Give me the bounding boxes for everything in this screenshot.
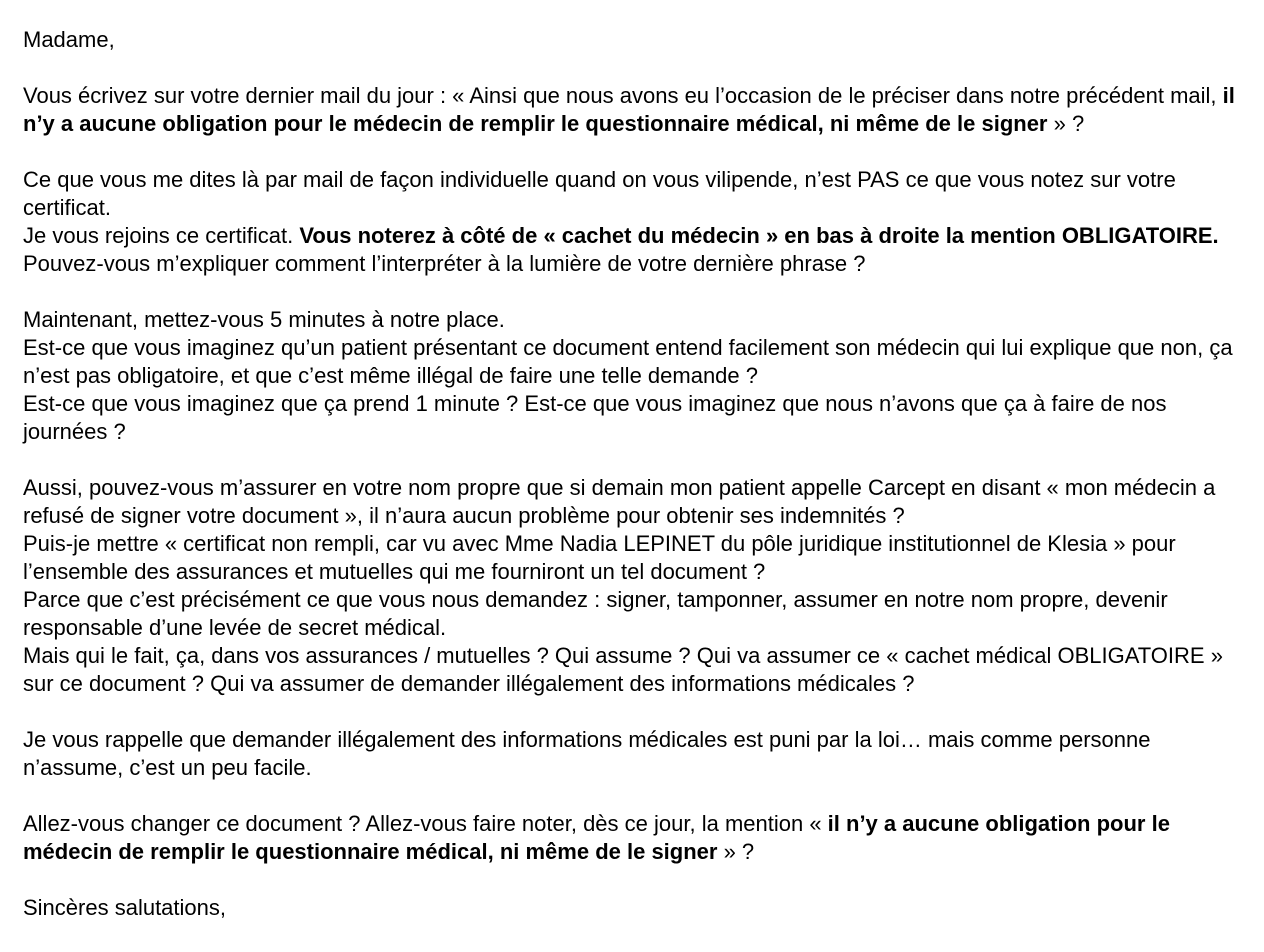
p2-bold-mention: Vous noterez à côté de « cachet du médecin » en bas à droite la mention OBLIGATOIRE.: [299, 223, 1219, 248]
p2-line-2: [23, 222, 1238, 278]
closing: [23, 894, 1238, 922]
paragraph-certificate: [23, 166, 1238, 278]
letter-body: [23, 26, 1238, 950]
paragraph-change-request: [23, 810, 1238, 866]
salutation: [23, 26, 1238, 54]
p4-line-2: Puis-je mettre « certificat non rempli, car vu avec Mme Nadia LEPINET du pôle juridique institutionnel de Klesia » pour l’ensemble des assurances et mutuelles qui me fourniront un tel document ?: [23, 531, 1176, 584]
p2-line-2-start: Je vous rejoins ce certificat.: [23, 223, 300, 248]
p1-text-end: » ?: [1047, 111, 1085, 136]
p3-line-1: Maintenant, mettez-vous 5 minutes à notre place.: [23, 307, 505, 332]
paragraph-quote-previous-mail: [23, 82, 1238, 138]
p5-line-1: Je vous rappelle que demander illégalement des informations médicales est puni par la loi… mais comme personne n’assume, c’est un peu facile.: [23, 727, 1151, 780]
p1-text-start: Vous écrivez sur votre dernier mail du jour : « Ainsi que nous avons eu l’occasion de le préciser dans notre précédent mail,: [23, 83, 1223, 108]
p4-line-1: Aussi, pouvez-vous m’assurer en votre nom propre que si demain mon patient appelle Carcept en disant « mon médecin a refusé de signer votre document », il n’aura aucun problème pour obtenir ses indemnités ?: [23, 475, 1216, 528]
paragraph-law-reminder: [23, 726, 1238, 782]
paragraph-our-place: [23, 306, 1238, 446]
closing-text: Sincères salutations,: [23, 895, 226, 920]
paragraph-questions: [23, 474, 1238, 698]
p3-line-2: Est-ce que vous imaginez qu’un patient présentant ce document entend facilement son médecin qui lui explique que non, ça n’est pas obligatoire, et que c’est même illégal de faire une telle demande ?: [23, 335, 1233, 388]
p1-bold-quote: il n’y a aucune obligation pour le médecin de remplir le questionnaire médical, ni même de le signer: [23, 83, 1235, 136]
p2-line-1: Ce que vous me dites là par mail de façon individuelle quand on vous vilipende, n’est PAS ce que vous notez sur votre certificat.: [23, 167, 1176, 220]
salutation-text: Madame,: [23, 27, 115, 52]
p6-text-start: Allez-vous changer ce document ? Allez-vous faire noter, dès ce jour, la mention «: [23, 811, 828, 836]
p4-line-4: Mais qui le fait, ça, dans vos assurances / mutuelles ? Qui assume ? Qui va assumer ce « cachet médical OBLIGATOIRE » sur ce document ? Qui va assumer de demander illégalement des informations médicales ?: [23, 643, 1223, 696]
p3-line-3: Est-ce que vous imaginez que ça prend 1 minute ? Est-ce que vous imaginez que nous n’avons que ça à faire de nos journées ?: [23, 391, 1167, 444]
p4-line-3: Parce que c’est précisément ce que vous nous demandez : signer, tamponner, assumer en notre nom propre, devenir responsable d’une levée de secret médical.: [23, 587, 1168, 640]
p6-text-end: » ?: [717, 839, 755, 864]
p2-line-2-end: Pouvez-vous m’expliquer comment l’interpréter à la lumière de votre dernière phrase ?: [23, 251, 866, 276]
p6-bold-quote: il n’y a aucune obligation pour le médecin de remplir le questionnaire médical, ni même de le signer: [23, 811, 1170, 864]
